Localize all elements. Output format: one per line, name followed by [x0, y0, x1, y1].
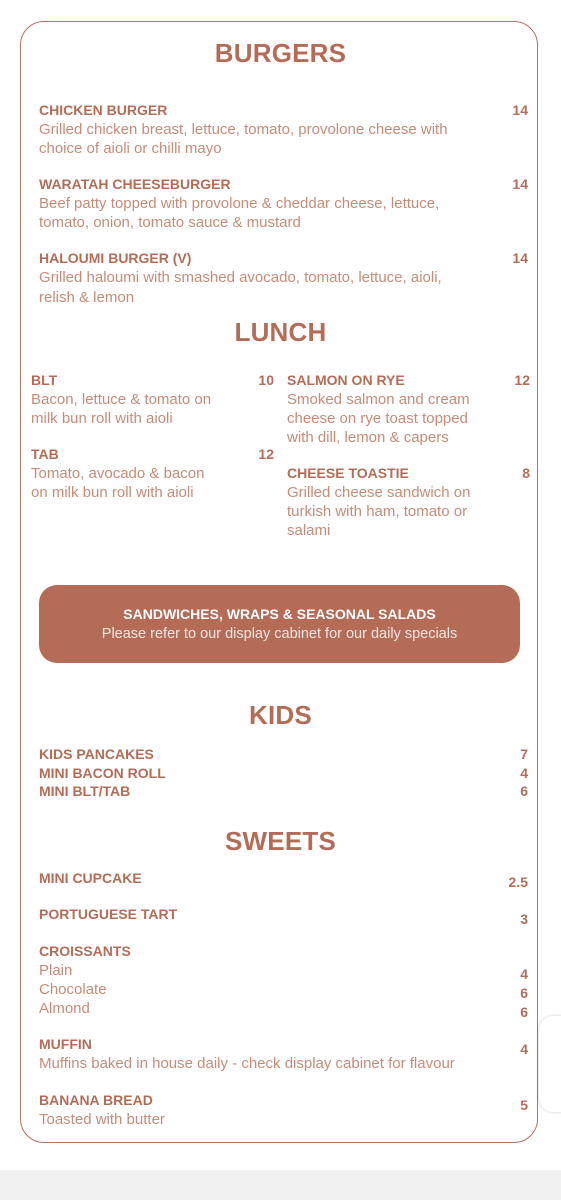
item-name-mini-cupcake: MINI CUPCAKE	[39, 870, 142, 886]
item-price-tab: 12	[258, 446, 274, 462]
item-price-kids-pancakes: 7	[520, 746, 528, 762]
item-desc-toastie-line3: salami	[287, 522, 331, 539]
item-name-croissants: CROISSANTS	[39, 943, 131, 959]
item-desc-chicken-burger-line1: Grilled chicken breast, lettuce, tomato, provolone cheese with	[39, 121, 448, 138]
item-name-tab: TAB	[31, 446, 59, 462]
croissant-option-chocolate: Chocolate	[39, 981, 107, 998]
item-desc-blt-line2: milk bun roll with aioli	[31, 410, 173, 427]
section-heading-lunch: LUNCH	[234, 317, 327, 347]
banner-text: Please refer to our display cabinet for our daily specials	[101, 626, 458, 642]
croissant-price-chocolate: 6	[520, 985, 528, 1001]
item-price-haloumi-burger: 14	[512, 250, 528, 266]
item-desc-tab-line2: on milk bun roll with aioli	[31, 484, 194, 501]
item-desc-haloumi-line2: relish & lemon	[39, 289, 135, 306]
section-heading-sweets: SWEETS	[225, 826, 336, 856]
item-name-waratah-cheeseburger: WARATAH CHEESEBURGER	[39, 176, 231, 192]
item-price-mini-bacon-roll: 4	[520, 765, 528, 781]
item-name-cheese-toastie: CHEESE TOASTIE	[287, 465, 409, 481]
item-price-mini-cupcake: 2.5	[508, 874, 528, 890]
side-scroll-tab[interactable]	[539, 1016, 561, 1112]
item-desc-waratah-line1: Beef patty topped with provolone & cheddar cheese, lettuce,	[39, 195, 440, 212]
item-price-cheese-toastie: 8	[522, 465, 530, 481]
item-desc-blt-line1: Bacon, lettuce & tomato on	[31, 391, 212, 408]
section-heading-burgers: BURGERS	[214, 38, 347, 68]
croissant-price-plain: 4	[520, 966, 528, 982]
section-heading-kids: KIDS	[249, 700, 312, 730]
banner-title: SANDWICHES, WRAPS & SEASONAL SALADS	[123, 606, 436, 622]
item-desc-toastie-line2: turkish with ham, tomato or	[287, 503, 468, 520]
item-price-salmon-on-rye: 12	[514, 372, 530, 388]
item-desc-tab-line1: Tomato, avocado & bacon	[31, 465, 205, 482]
item-price-blt: 10	[258, 372, 274, 388]
item-desc-banana-bread: Toasted with butter	[39, 1111, 165, 1128]
item-price-banana-bread: 5	[520, 1097, 528, 1113]
item-price-portuguese-tart: 3	[520, 911, 528, 927]
item-price-muffin: 4	[520, 1041, 528, 1057]
item-name-mini-blt-tab: MINI BLT/TAB	[39, 783, 131, 799]
item-desc-chicken-burger-line2: choice of aioli or chilli mayo	[39, 140, 222, 157]
item-desc-toastie-line1: Grilled cheese sandwich on	[287, 484, 471, 501]
item-price-mini-blt-tab: 6	[520, 783, 528, 799]
item-name-kids-pancakes: KIDS PANCAKES	[39, 746, 154, 762]
item-desc-waratah-line2: tomato, onion, tomato sauce & mustard	[39, 214, 301, 231]
item-name-salmon-on-rye: SALMON ON RYE	[287, 372, 405, 388]
item-desc-muffin: Muffins baked in house daily - check display cabinet for flavour	[39, 1055, 455, 1072]
item-name-chicken-burger: CHICKEN BURGER	[39, 102, 168, 118]
specials-banner	[39, 585, 520, 663]
item-name-blt: BLT	[31, 372, 58, 388]
item-name-haloumi-burger: HALOUMI BURGER (V)	[39, 250, 192, 266]
item-name-banana-bread: BANANA BREAD	[39, 1092, 153, 1108]
item-desc-salmon-line1: Smoked salmon and cream	[287, 391, 470, 408]
croissant-price-almond: 6	[520, 1004, 528, 1020]
item-price-chicken-burger: 14	[512, 102, 528, 118]
item-name-mini-bacon-roll: MINI BACON ROLL	[39, 765, 166, 781]
item-desc-haloumi-line1: Grilled haloumi with smashed avocado, tomato, lettuce, aioli,	[39, 269, 442, 286]
croissant-option-plain: Plain	[39, 962, 73, 979]
item-name-portuguese-tart: PORTUGUESE TART	[39, 906, 178, 922]
croissant-option-almond: Almond	[39, 1000, 90, 1017]
bottom-bar	[0, 1170, 561, 1200]
item-price-waratah-cheeseburger: 14	[512, 176, 528, 192]
item-name-muffin: MUFFIN	[39, 1036, 92, 1052]
item-desc-salmon-line3: with dill, lemon & capers	[287, 429, 449, 446]
item-desc-salmon-line2: cheese on rye toast topped	[287, 410, 468, 427]
